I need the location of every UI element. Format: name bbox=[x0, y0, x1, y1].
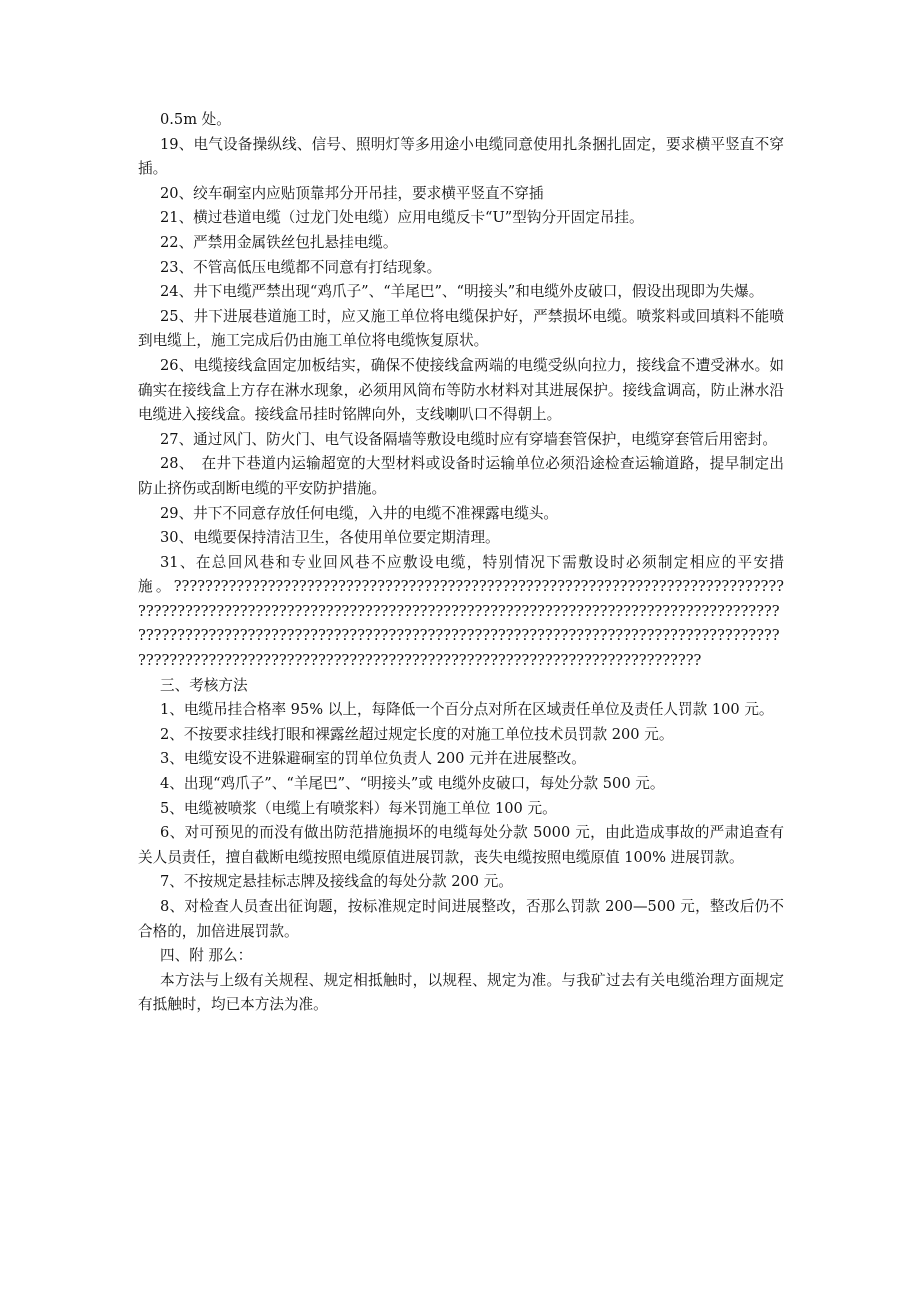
paragraph: 30、电缆要保持清洁卫生，各使用单位要定期清理。 bbox=[160, 529, 500, 547]
paragraph: 25、井下进展巷道施工时，应又施工单位将电缆保护好，严禁损坏电缆。喷浆料或回填料不能喷到电缆上，施工完成后仍由施工单位将电缆恢复原状。 bbox=[138, 307, 784, 350]
paragraph: 26、电缆接线盒固定加板结实，确保不使接线盒两端的电缆受纵向拉力，接线盒不遭受淋水。如确实在接线盒上方存在淋水现象，必须用风筒布等防水材料对其进展保护。接线盒调高，防止淋水沿电缆进入接线盒。接线盒吊挂时铭牌向外，支线喇叭口不得朝上。 bbox=[138, 356, 784, 424]
paragraph: 8、对检查人员查出征询题，按标准规定时间进展整改，否那么罚款 200—500 元，整改后仍不合格的，加倍进展罚款。 bbox=[138, 898, 784, 940]
paragraph: 27、通过风门、防火门、电气设备隔墙等敷设电缆时应有穿墙套管保护，电缆穿套管后用密封。 bbox=[160, 430, 777, 448]
document-body bbox=[138, 108, 784, 1018]
paragraph: 1、电缆吊挂合格率 95% 以上，每降低一个百分点对所在区域责任单位及责任人罚款 100 元。 bbox=[160, 701, 774, 719]
paragraph: 四、附 那么： bbox=[160, 947, 253, 965]
paragraph: 4、出现“鸡爪子”、“羊尾巴”、“明接头”或 电缆外皮破口，每处分款 500 元。 bbox=[160, 775, 665, 793]
paragraph: 21、横过巷道电缆（过龙门处电缆）应用电缆反卡“U”型钩分开固定吊挂。 bbox=[160, 209, 644, 227]
paragraph: 22、严禁用金属铁丝包扎悬挂电缆。 bbox=[160, 233, 398, 251]
paragraph: 24、井下电缆严禁出现“鸡爪子”、“羊尾巴”、“明接头”和电缆外皮破口，假设出现即为失爆。 bbox=[160, 283, 764, 301]
paragraph: 3、电缆安设不进躲避硐室的罚单位负责人 200 元并在进展整改。 bbox=[160, 750, 586, 768]
paragraph: 三、考核方法 bbox=[160, 676, 248, 694]
paragraph: 2、不按要求挂线打眼和裸露丝超过规定长度的对施工单位技术员罚款 200 元。 bbox=[160, 725, 674, 743]
paragraph: 31、在总回风巷和专业回风巷不应敷设电缆，特别情况下需敷设时必须制定相应的平安措施。?????????????????????????????????????????????????????????????????????????????????????????????????????????????????????????????????????????????????????????????????????????????????????????????????????????????????????????????????????????????????????????????????????????????????????????????????????????????????????????? bbox=[138, 553, 784, 670]
paragraph: 23、不管高低压电缆都不同意有打结现象。 bbox=[160, 258, 442, 276]
paragraph: 6、对可预见的而没有做出防范措施损坏的电缆每处分款 5000 元，由此造成事故的严肃追查有关人员责任，擅自截断电缆按照电缆原值进展罚款，丧失电缆按照电缆原值 100% 进展罚款。 bbox=[138, 824, 784, 866]
paragraph: 28、 在井下巷道内运输超宽的大型材料或设备时运输单位必须沿途检查运输道路，提早制定出防止挤伤或刮断电缆的平安防护措施。 bbox=[138, 455, 784, 497]
paragraph: 本方法与上级有关规程、规定相抵触时，以规程、规定为准。与我矿过去有关电缆治理方面规定有抵触时，均已本方法为准。 bbox=[138, 971, 784, 1014]
paragraph: 7、不按规定悬挂标志牌及接线盒的每处分款 200 元。 bbox=[160, 873, 513, 891]
paragraph: 20、绞车硐室内应贴顶靠邦分开吊挂，要求横平竖直不穿插 bbox=[160, 184, 544, 202]
paragraph: 5、电缆被喷浆（电缆上有喷浆料）每米罚施工单位 100 元。 bbox=[160, 799, 557, 817]
paragraph: 19、电气设备操纵线、信号、照明灯等多用途小电缆同意使用扎条捆扎固定，要求横平竖直不穿插。 bbox=[138, 135, 784, 178]
paragraph: 29、井下不同意存放任何电缆，入井的电缆不准裸露电缆头。 bbox=[160, 504, 559, 522]
paragraph: 0.5m 处。 bbox=[160, 111, 231, 128]
